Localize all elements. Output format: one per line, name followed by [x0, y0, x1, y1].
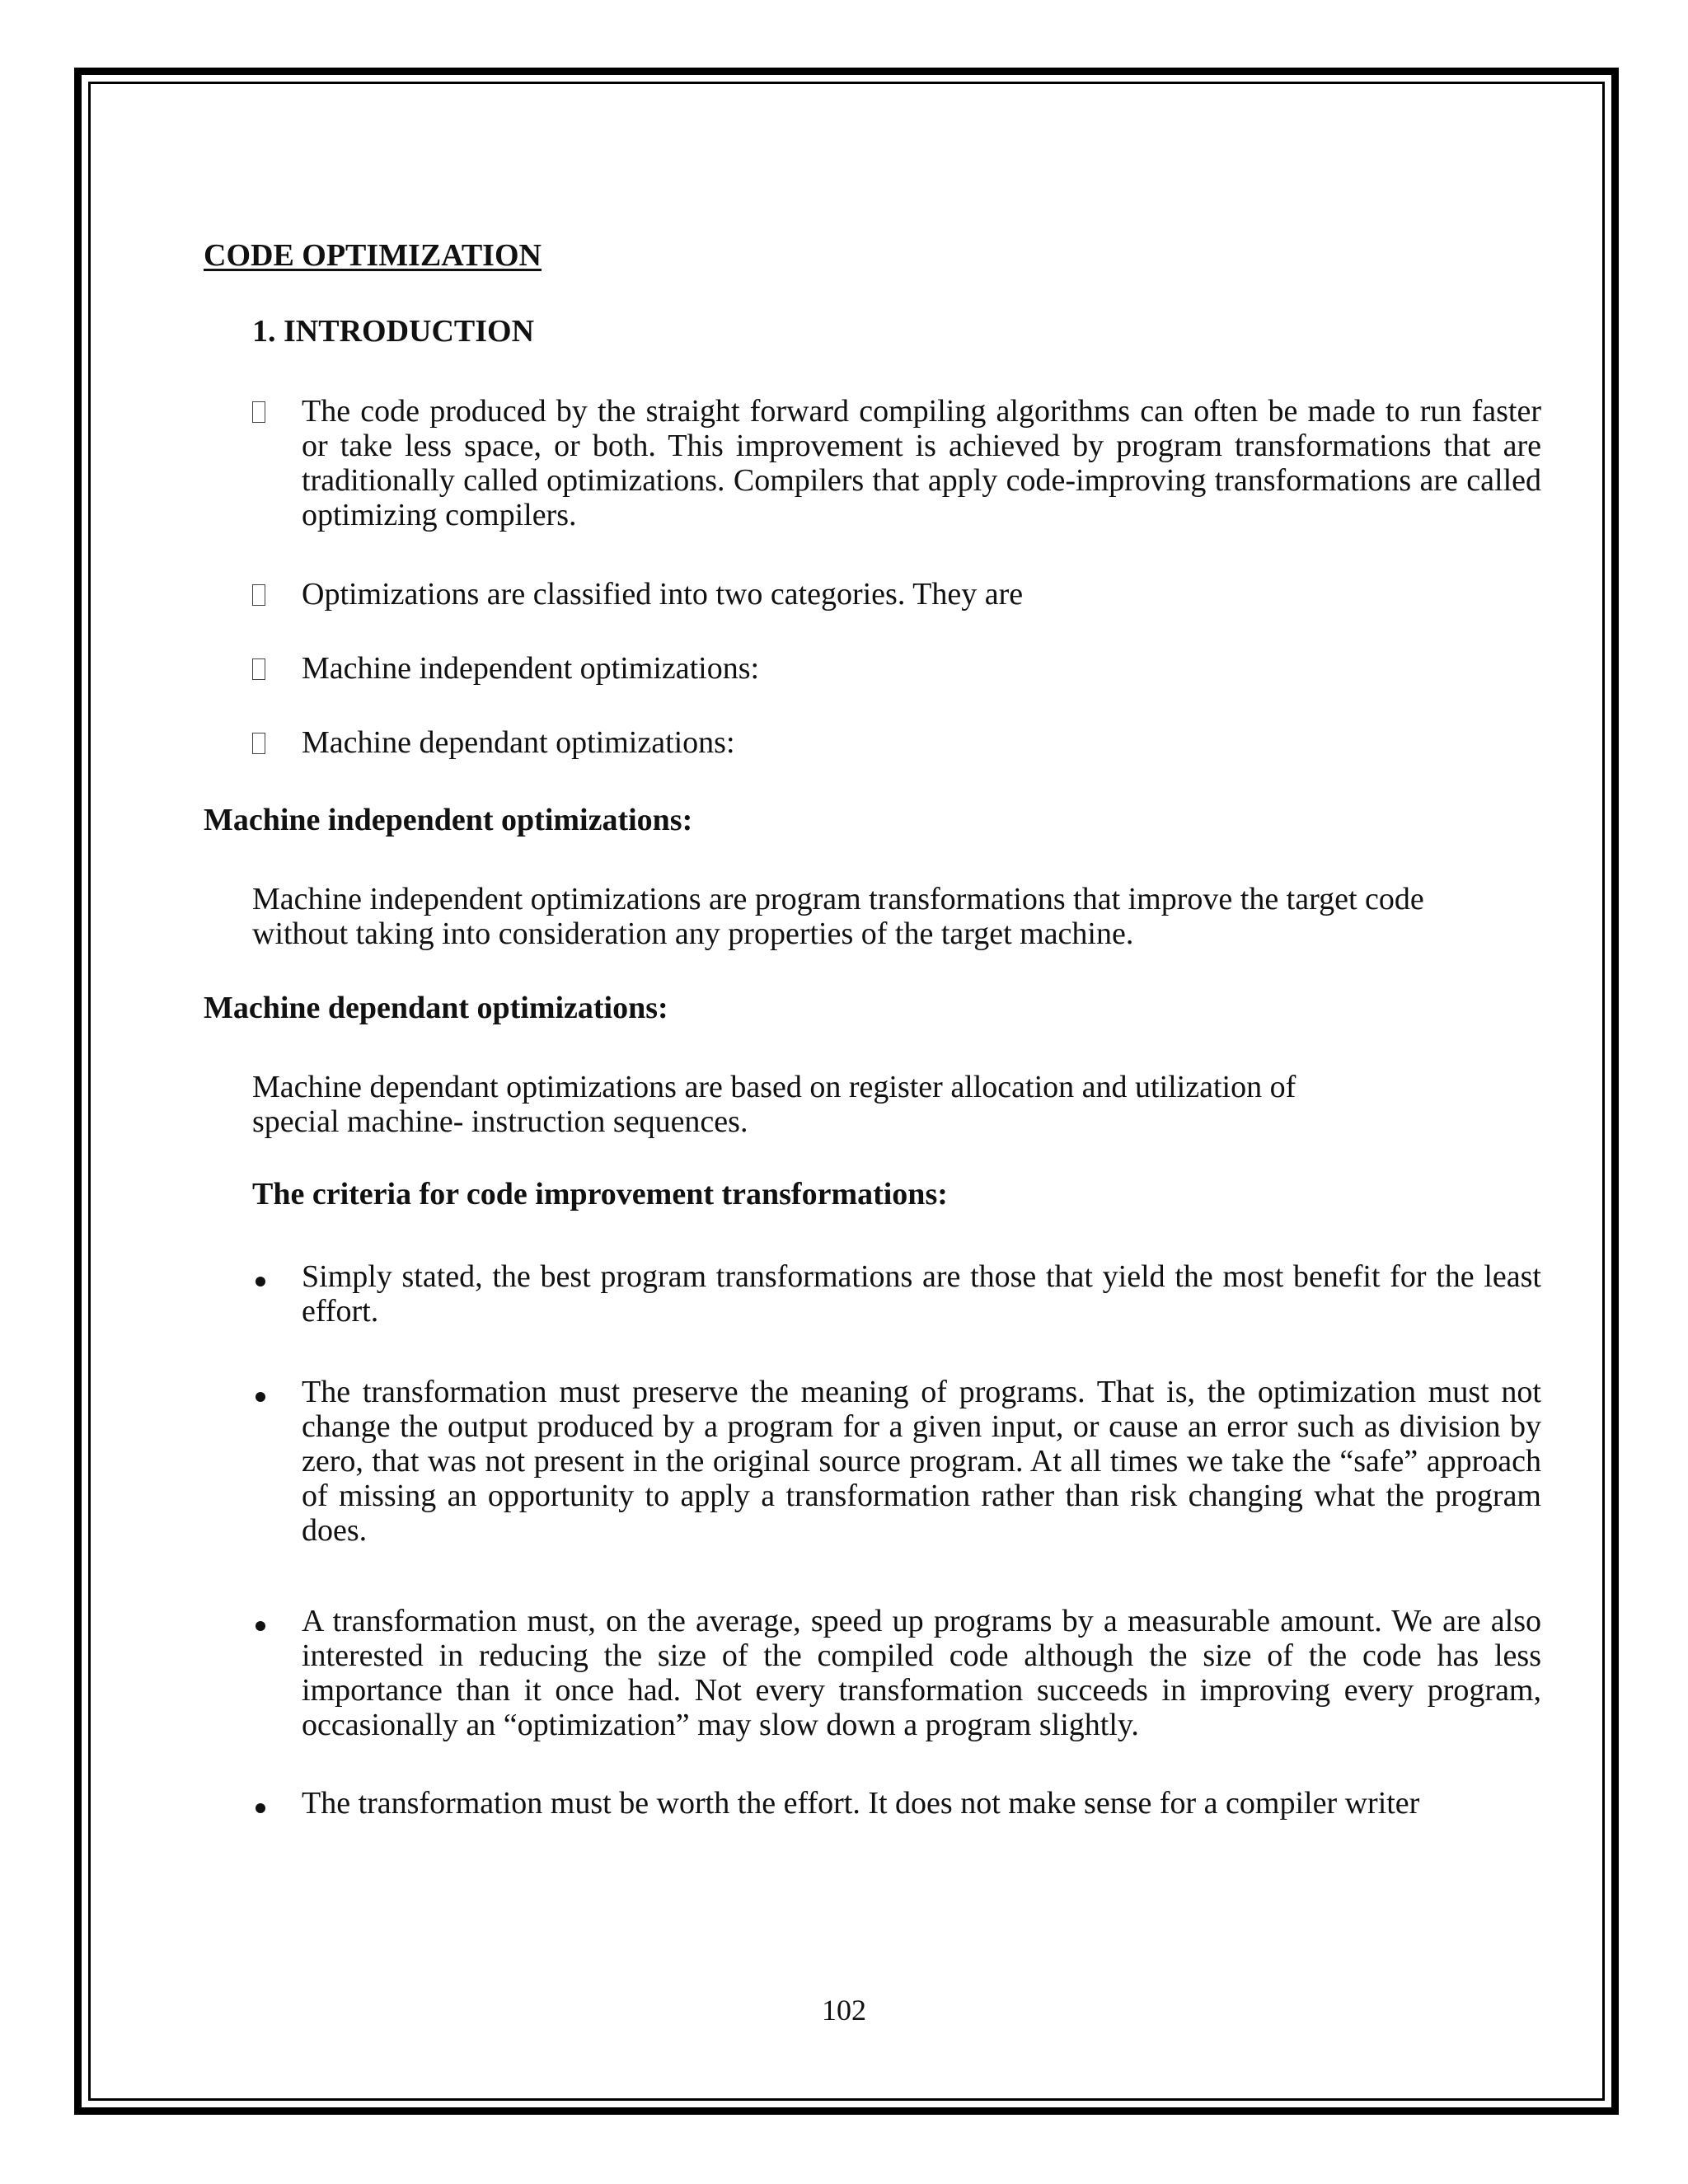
intro-item-text: Machine independent optimizations:	[302, 651, 760, 686]
machine-independent-paragraph	[252, 882, 1541, 951]
square-bullet-icon	[252, 651, 285, 687]
intro-item	[252, 577, 1541, 612]
intro-item-text: Optimizations are classified into two categories. They are	[302, 577, 1024, 612]
bullet-dot-icon	[252, 1259, 285, 1294]
square-bullet-icon	[252, 725, 285, 762]
page-title: CODE OPTIMIZATION	[204, 238, 542, 273]
criteria-item	[252, 1786, 1541, 1821]
paragraph-line: without taking into consideration any properties of the target machine.	[252, 916, 1134, 951]
paragraph-line: Machine dependant optimizations are based on register allocation and utilization of	[252, 1070, 1296, 1104]
criteria-item-text: The transformation must be worth the effort. It does not make sense for a compiler writer	[302, 1786, 1420, 1821]
heading-machine-independent: Machine independent optimizations:	[204, 803, 693, 837]
machine-dependant-paragraph	[252, 1070, 1541, 1139]
criteria-item-text: The transformation must preserve the meaning of programs. That is, the optimization must not change the output produced by a program for a given input, or cause an error such as division by zero, that was not present in the original source program. At all times we take the “safe” approach of missing an opportunity to apply a transformation rather than risk changing what the program does.	[302, 1375, 1541, 1548]
intro-item-text: The code produced by the straight forward compiling algorithms can often be made to run faster or take less space, or both. This improvement is achieved by program transformations that are traditionally called optimizations. Compilers that apply code-improving transformations are called optimizing compilers.	[302, 394, 1541, 532]
criteria-item	[252, 1375, 1541, 1548]
paragraph-line: special machine- instruction sequences.	[252, 1104, 748, 1139]
bullet-dot-icon	[252, 1375, 285, 1409]
intro-item	[252, 394, 1541, 532]
paragraph-line: Machine independent optimizations are program transformations that improve the target code	[252, 882, 1424, 916]
heading-criteria: The criteria for code improvement transformations:	[252, 1177, 948, 1212]
section-heading-introduction: 1. INTRODUCTION	[252, 314, 535, 349]
intro-item	[252, 651, 1541, 686]
intro-item-text: Machine dependant optimizations:	[302, 725, 735, 760]
heading-machine-dependant: Machine dependant optimizations:	[204, 991, 668, 1025]
square-bullet-icon	[252, 577, 285, 613]
criteria-item-text: A transformation must, on the average, speed up programs by a measurable amount. We are also interested in reducing the size of the compiled code although the size of the code has less importance than it once had. Not every transformation succeeds in improving every program, occasionally an “optimization” may slow down a program slightly.	[302, 1604, 1541, 1742]
bullet-dot-icon	[252, 1786, 285, 1821]
criteria-item	[252, 1604, 1541, 1742]
intro-item	[252, 725, 1541, 760]
criteria-item-text: Simply stated, the best program transformations are those that yield the most benefit for the least effort.	[302, 1259, 1541, 1329]
square-bullet-icon	[252, 394, 285, 430]
page-number: 102	[822, 1994, 866, 2027]
criteria-item	[252, 1259, 1541, 1329]
bullet-dot-icon	[252, 1604, 285, 1638]
